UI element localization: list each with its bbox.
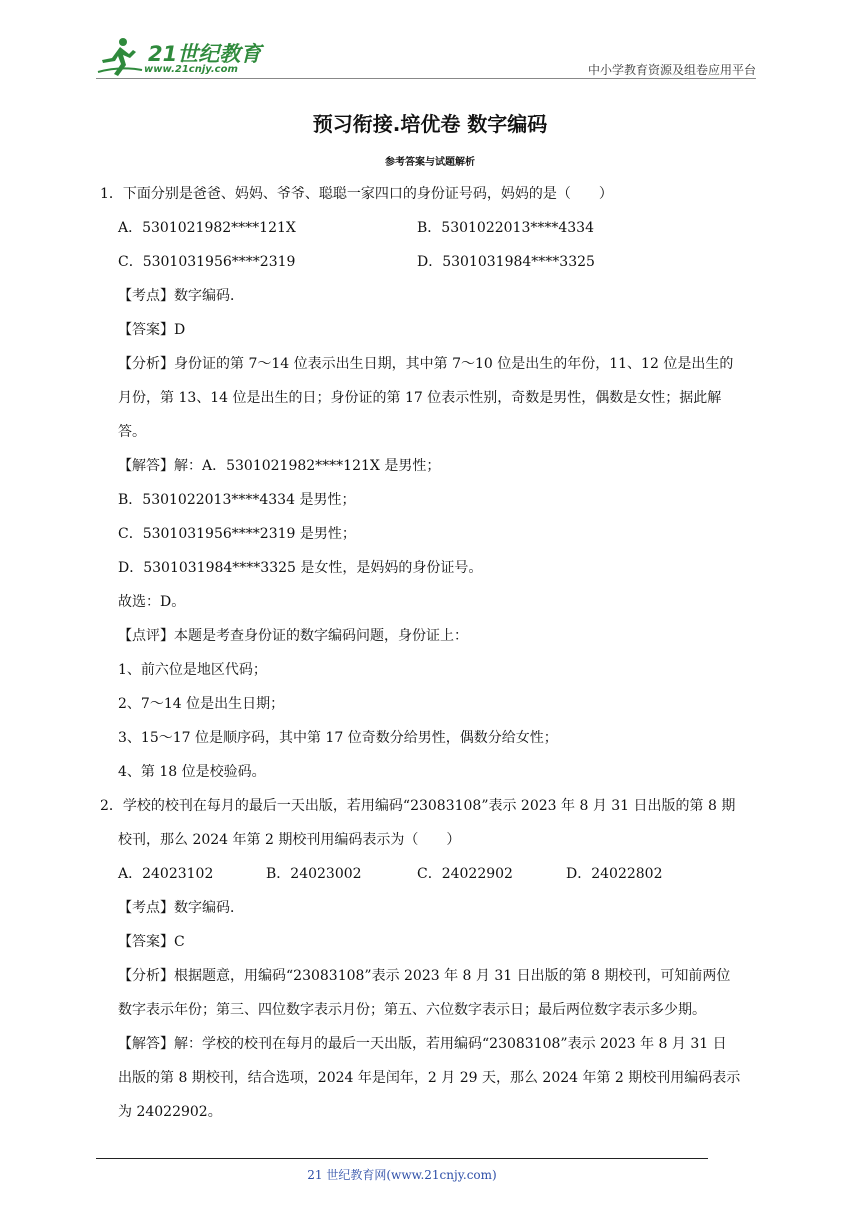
q2-solution-line: 出版的第 8 期校刊，结合选项，2024 年是闰年，2 月 29 天，那么 2024 年第 2 期校刊用编码表示 — [118, 1070, 741, 1086]
q1-answer: 【答案】D — [118, 322, 186, 338]
q2-analysis-line: 【分析】根据题意，用编码“23083108”表示 2023 年 8 月 31 日出版的第 8 期校刊，可知前两位 — [118, 968, 731, 984]
q1-analysis-line: 答。 — [118, 424, 146, 440]
page-subtitle: 参考答案与试题解析 — [385, 157, 475, 168]
logo-url: www.21cnjy.com — [144, 64, 238, 75]
q1-solution-line: 故选：D。 — [118, 594, 186, 610]
q1-comment-line: 4、第 18 位是校验码。 — [118, 764, 266, 780]
q1-comment-line: 1、前六位是地区代码； — [118, 662, 267, 678]
logo-text: 21世纪教育 — [148, 42, 262, 66]
q1-analysis-line: 月份，第 13、14 位是出生的日；身份证的第 17 位表示性别，奇数是男性，偶数是女性；据此解 — [118, 390, 722, 406]
q2-answer: 【答案】C — [118, 934, 185, 950]
q2-option-b: B．24023002 — [266, 866, 362, 882]
q1-stem: 1．下面分别是爸爸、妈妈、爷爷、聪聪一家四口的身份证号码，妈妈的是（ ） — [100, 186, 613, 202]
q2-kaodian: 【考点】数字编码． — [118, 900, 244, 916]
q2-analysis-line: 数字表示年份；第三、四位数字表示月份；第五、六位数字表示日；最后两位数字表示多少期。 — [118, 1002, 706, 1018]
q1-solution-line: B．5301022013****4334 是男性； — [118, 492, 356, 508]
q2-option-a: A．24023102 — [118, 866, 214, 882]
q1-option-b: B．5301022013****4334 — [417, 220, 594, 236]
page-title: 预习衔接.培优卷 数字编码 — [312, 112, 548, 136]
q1-comment-line: 【点评】本题是考查身份证的数字编码问题，身份证上： — [118, 628, 468, 644]
q1-option-c: C．5301031956****2319 — [118, 254, 296, 270]
q1-kaodian: 【考点】数字编码． — [118, 288, 244, 304]
header-divider — [96, 78, 756, 79]
q2-solution-line: 【解答】解：学校的校刊在每月的最后一天出版，若用编码“23083108”表示 2023 年 8 月 31 日 — [118, 1036, 727, 1052]
q2-option-c: C．24022902 — [417, 866, 513, 882]
q1-solution-line: D．5301031984****3325 是女性，是妈妈的身份证号。 — [118, 560, 483, 576]
q2-solution-line: 为 24022902。 — [118, 1104, 222, 1120]
q1-analysis-line: 【分析】身份证的第 7～14 位表示出生日期，其中第 7～10 位是出生的年份，11、12 位是出生的 — [118, 356, 734, 372]
q2-stem-line: 校刊，那么 2024 年第 2 期校刊用编码表示为（ ） — [118, 832, 461, 848]
q2-stem-line: 2．学校的校刊在每月的最后一天出版，若用编码“23083108”表示 2023 年 8 月 31 日出版的第 8 期 — [100, 798, 736, 814]
q1-comment-line: 2、7～14 位是出生日期； — [118, 696, 285, 712]
q1-option-d: D．5301031984****3325 — [417, 254, 595, 270]
page-header — [0, 0, 860, 80]
q2-option-d: D．24022802 — [566, 866, 663, 882]
q1-solution-line: 【解答】解：A．5301021982****121X 是男性； — [118, 458, 441, 474]
footer-divider — [96, 1158, 708, 1159]
runner-logo-icon — [96, 36, 144, 78]
q1-comment-line: 3、15～17 位是顺序码，其中第 17 位奇数分给男性，偶数分给女性； — [118, 730, 558, 746]
q1-option-a: A．5301021982****121X — [118, 220, 296, 236]
q1-solution-line: C．5301031956****2319 是男性； — [118, 526, 356, 542]
footer-link[interactable]: 21 世纪教育网(www.21cnjy.com) — [307, 1168, 497, 1182]
logo — [96, 36, 266, 78]
platform-name: 中小学教育资源及组卷应用平台 — [587, 63, 756, 77]
